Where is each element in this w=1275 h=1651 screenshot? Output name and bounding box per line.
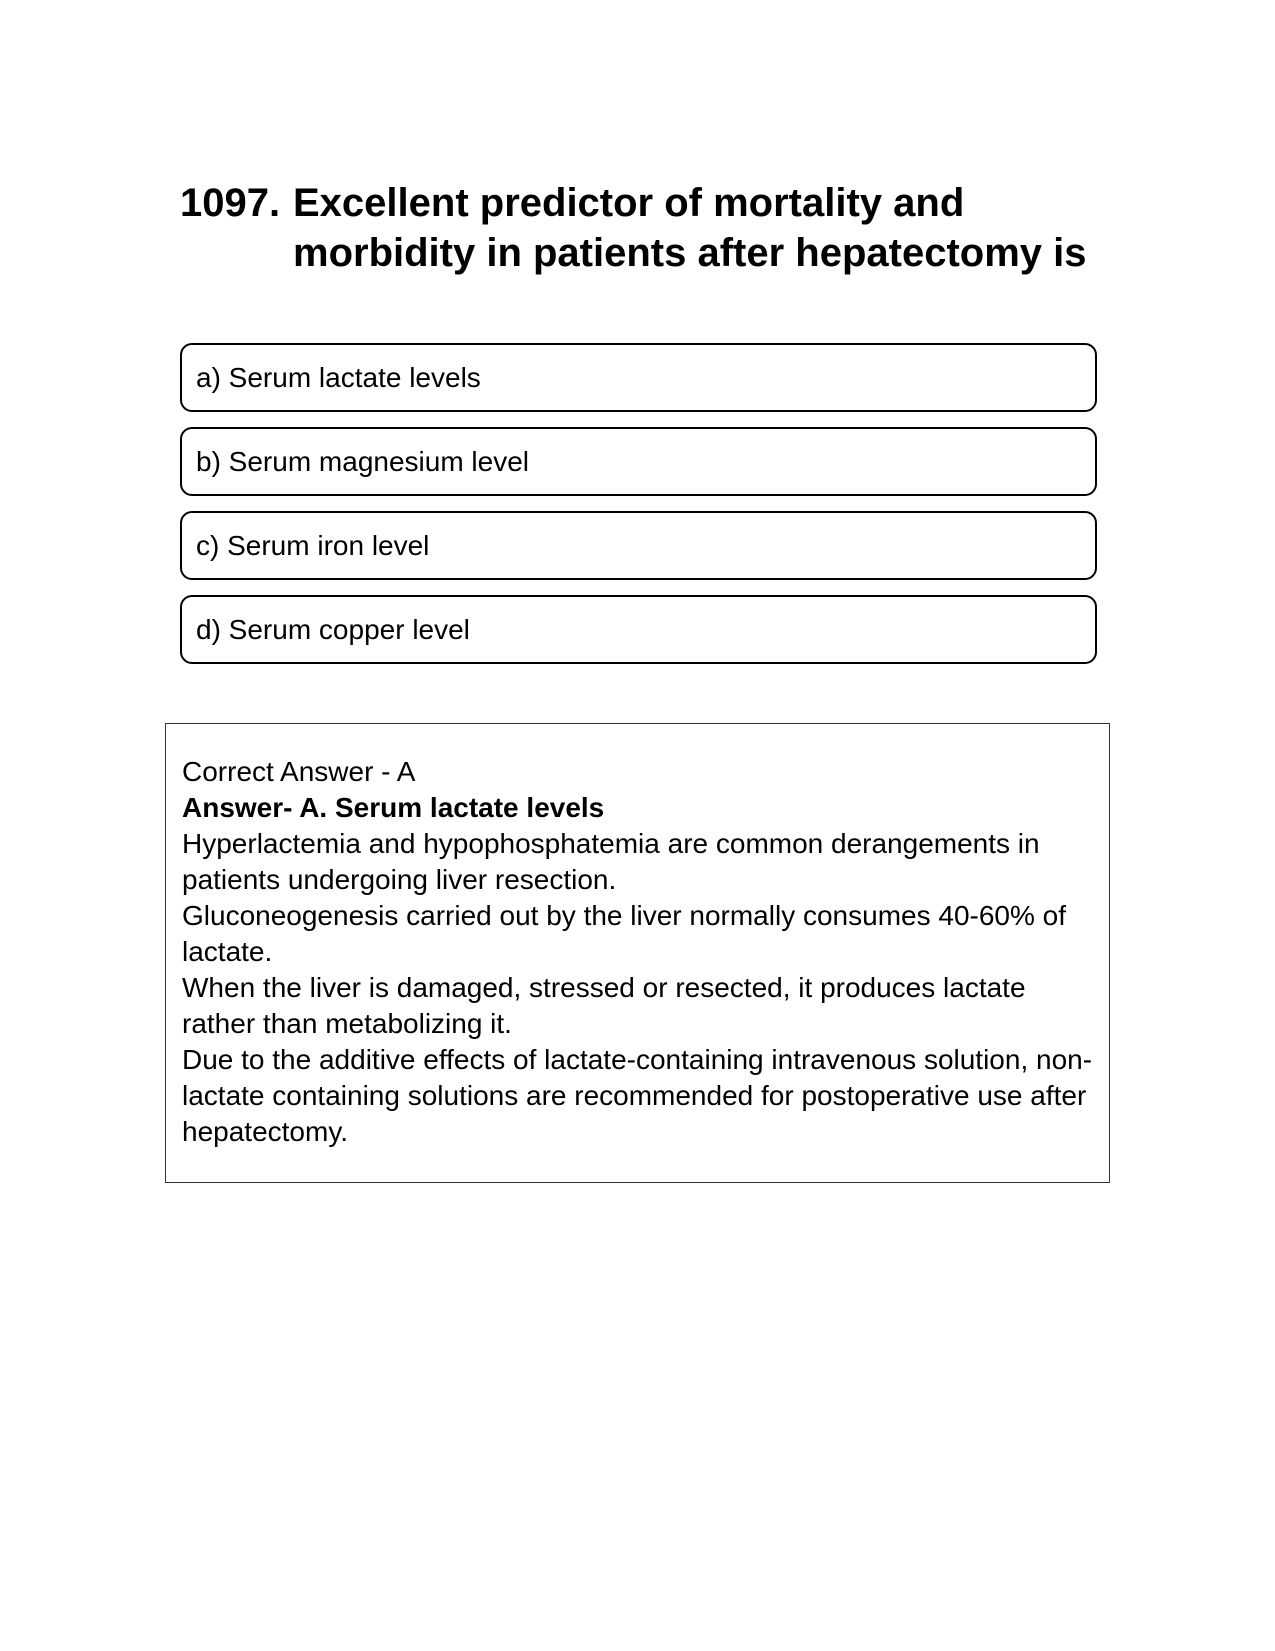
answer-title: Answer- A. Serum lactate levels xyxy=(182,792,605,823)
option-b[interactable]: b) Serum magnesium level xyxy=(180,427,1097,496)
explanation-paragraph: Hyperlactemia and hypophosphatemia are common derangements in patients undergoing liver resection. xyxy=(182,828,1040,895)
answer-explanation-box xyxy=(165,723,1110,1183)
option-c[interactable]: c) Serum iron level xyxy=(180,511,1097,580)
question-text: Excellent predictor of mortality and morbidity in patients after hepatectomy is xyxy=(293,181,1087,275)
options-list xyxy=(180,343,1097,679)
option-d[interactable]: d) Serum copper level xyxy=(180,595,1097,664)
explanation-paragraph: When the liver is damaged, stressed or resected, it produces lactate rather than metabolizing it. xyxy=(182,972,1026,1039)
explanation-paragraph: Due to the additive effects of lactate-containing intravenous solution, non-lactate containing solutions are recommended for postoperative use after hepatectomy. xyxy=(182,1044,1093,1147)
correct-answer-line: Correct Answer - A xyxy=(182,756,416,787)
question-number: 1097. xyxy=(180,181,281,225)
explanation-paragraph: Gluconeogenesis carried out by the liver normally consumes 40-60% of lactate. xyxy=(182,900,1067,967)
question-heading xyxy=(180,178,1090,278)
option-a[interactable]: a) Serum lactate levels xyxy=(180,343,1097,412)
